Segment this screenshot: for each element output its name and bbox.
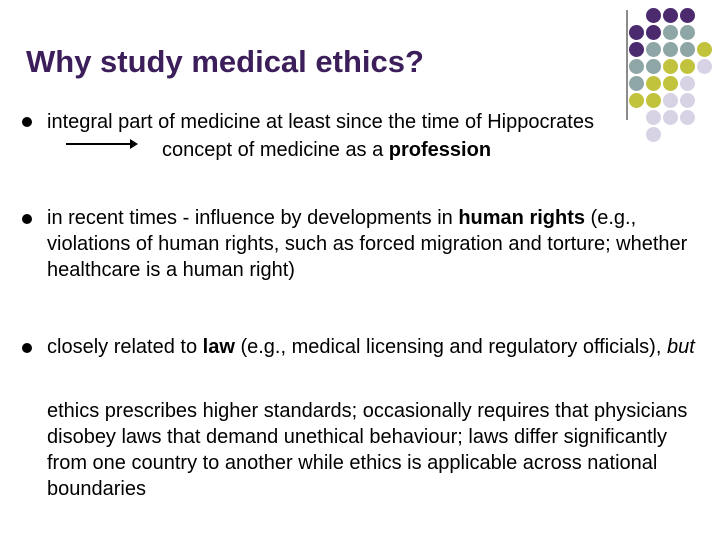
bullet-3-continuation: ethics prescribes higher standards; occasionally requires that physicians disobey laws that demand unethical behaviour; laws differ significantly from one country to another while ethics is applicable across national boundaries: [47, 400, 688, 500]
decorative-dot: [629, 93, 644, 108]
bullet-1-line-2: [162, 139, 491, 162]
slide-title: Why study medical ethics?: [26, 44, 424, 79]
decorative-dot: [663, 59, 678, 74]
bullet-2-text-post: (e.g., violations of human rights, such as forced migration and torture; whether healthcare is a human right): [47, 207, 688, 281]
bullet-1-line-1: integral part of medicine at least since the time of Hippocrates: [47, 111, 594, 133]
bullet-3-keyword: law: [202, 336, 235, 358]
decorative-dot: [646, 25, 661, 40]
decorative-dot: [663, 8, 678, 23]
decorative-dot: [646, 8, 661, 23]
decorative-dot: [680, 76, 695, 91]
bullet-2-text-pre: in recent times - influence by developments in: [47, 207, 459, 229]
decorative-dot: [680, 93, 695, 108]
decorative-dot: [680, 25, 695, 40]
decorative-dot: [663, 93, 678, 108]
decorative-dot: [680, 59, 695, 74]
decorative-dot: [680, 42, 695, 57]
decorative-dot: [680, 8, 695, 23]
bullet-dot: [22, 214, 32, 224]
bullet-1-keyword: profession: [388, 139, 492, 161]
decorative-dot: [697, 59, 712, 74]
decorative-dot: [629, 76, 644, 91]
decorative-divider: [626, 10, 628, 120]
decorative-dot: [646, 93, 661, 108]
decorative-dot: [697, 42, 712, 57]
right-arrow-icon: [66, 138, 138, 150]
decorative-dot: [629, 59, 644, 74]
decorative-dot: [629, 25, 644, 40]
bullet-1-line-2-text: concept of medicine as a: [162, 139, 389, 161]
bullet-dot: [22, 343, 32, 353]
decorative-dot: [663, 76, 678, 91]
bullet-3-text: [47, 334, 712, 360]
bullet-2-text: [47, 205, 712, 283]
decorative-dot: [629, 42, 644, 57]
decorative-dot: [646, 42, 661, 57]
bullet-3-text-mid: (e.g., medical licensing and regulatory officials),: [234, 336, 667, 358]
bullet-1-text: [47, 109, 712, 135]
decorative-dot: [646, 76, 661, 91]
bullet-dot: [22, 117, 32, 127]
decorative-dot: [663, 42, 678, 57]
decorative-dot: [646, 59, 661, 74]
decorative-dot: [663, 25, 678, 40]
bullet-2-keyword: human rights: [458, 207, 585, 229]
bullet-3-text-pre: closely related to: [47, 336, 203, 358]
bullet-3-emphasis: but: [666, 336, 695, 358]
